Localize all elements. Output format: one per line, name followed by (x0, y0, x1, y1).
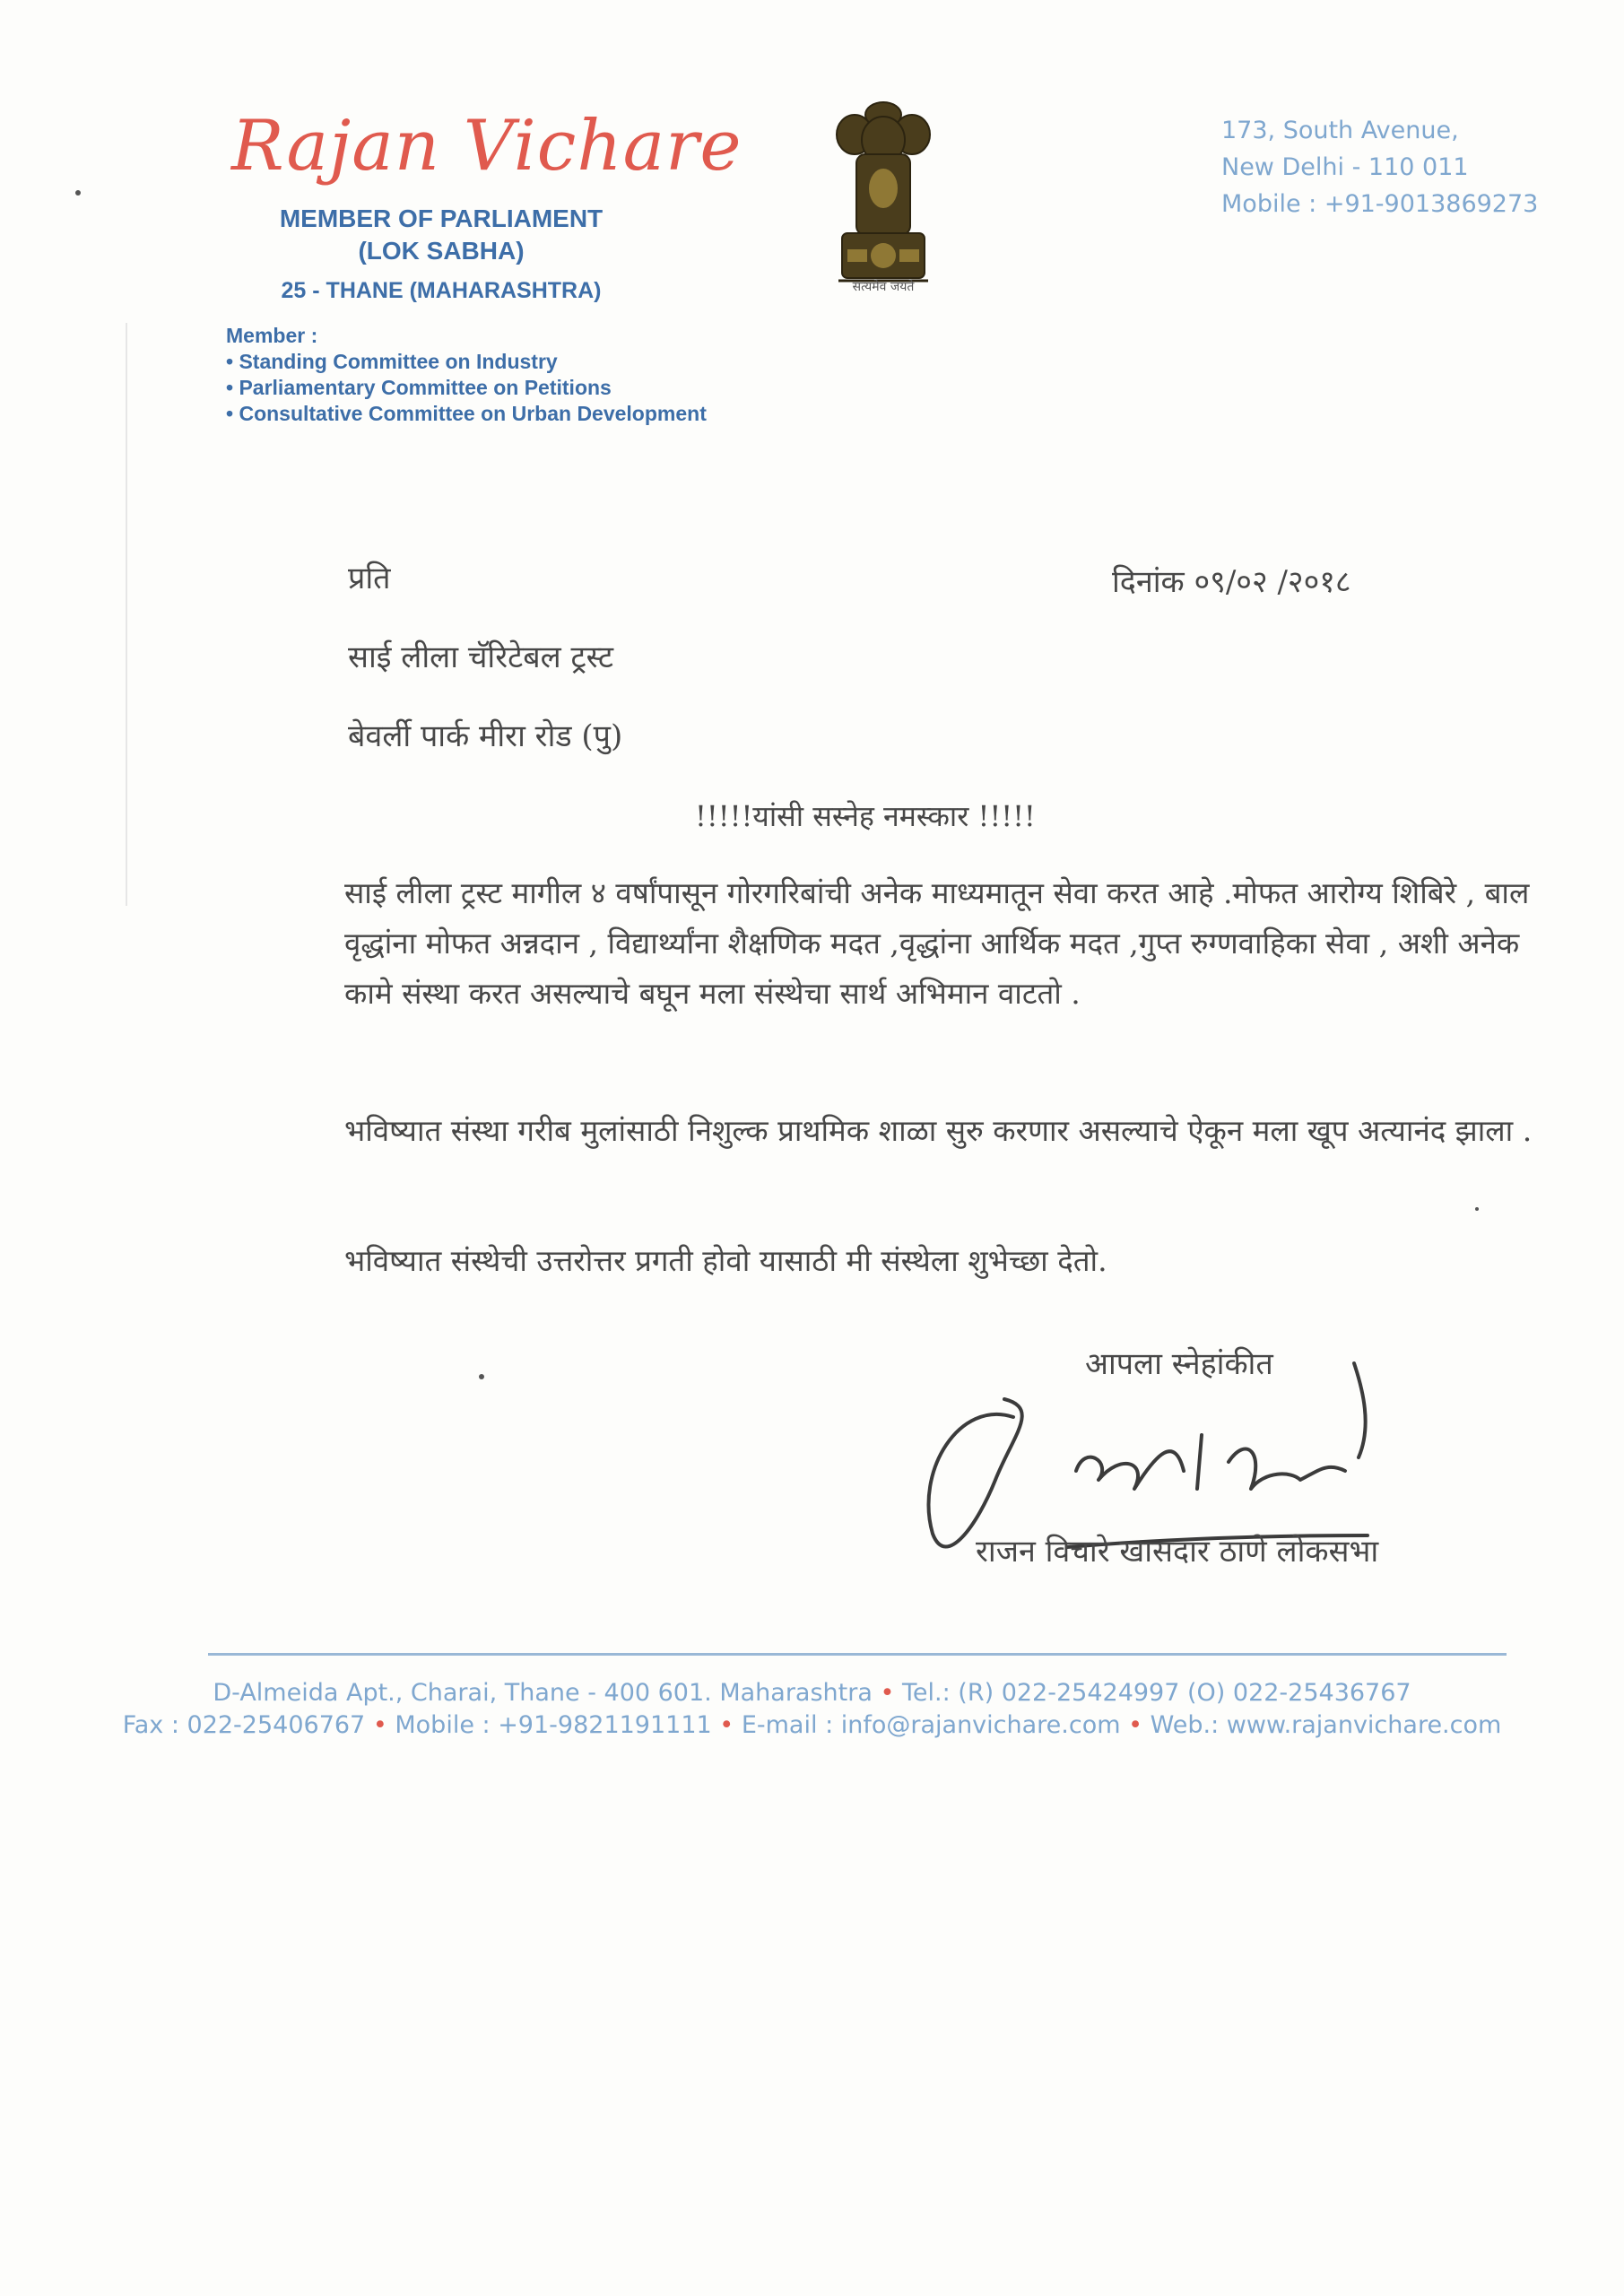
body-paragraph: भविष्यात संस्था गरीब मुलांसाठी निशुल्क प्राथमिक शाळा सुरु करणार असल्याचे ऐकून मला खूप अत्यानंद झाला . (344, 1113, 1533, 1148)
committee-label: Member : (226, 324, 318, 347)
scan-margin-shadow (126, 323, 127, 906)
scan-speck (1475, 1207, 1479, 1211)
footer-address: D-Almeida Apt., Charai, Thane - 400 601. Maharashtra (213, 1679, 873, 1707)
recipient-name: साई लीला चॅरिटेबल ट्रस्ट (348, 639, 614, 675)
address-mobile: Mobile : +91-9013869273 (1221, 190, 1539, 218)
footer-mobile: Mobile : +91-9821191111 (395, 1711, 712, 1739)
committee-item: • Consultative Committee on Urban Development (226, 401, 707, 427)
scan-speck (75, 190, 81, 196)
footer-website: Web.: www.rajanvichare.com (1150, 1711, 1502, 1739)
office-address (1221, 112, 1538, 222)
letter-date: दिनांक ०९/०२ /२०१८ (1112, 564, 1351, 600)
footer-contact-line (0, 1711, 1624, 1739)
body-paragraph: साई लीला ट्रस्ट मागील ४ वर्षांपासून गोरगरिबांची अनेक माध्यमातून सेवा करत आहे .मोफत आरोग्य शिबिरे , बाल वृद्धांना मोफत अन्नदान , विद्यार्थ्यांना शैक्षणिक मदत ,वृद्धांना आर्थिक मदत ,गुप्त रुग्णवाहिका सेवा , अशी अनेक कामे संस्था करत असल्याचे बघून मला संस्थेचा सार्थ अभिमान वाटतो . (344, 875, 1530, 1011)
committee-item: • Standing Committee on Industry (226, 349, 707, 375)
salutation-to: प्रति (348, 561, 391, 596)
greeting: !!!!!यांसी सस्नेह नमस्कार !!!!! (695, 799, 1036, 833)
body-paragraph: भविष्यात संस्थेची उत्तरोत्तर प्रगती होवो यासाठी मी संस्थेला शुभेच्छा देतो. (344, 1243, 1107, 1278)
address-line: New Delhi - 110 011 (1221, 153, 1469, 181)
recipient-address: बेवर्ली पार्क मीरा रोड (पु) (348, 718, 623, 754)
footer-separator: • (372, 1711, 387, 1739)
mp-constituency: 25 - THANE (MAHARASHTRA) (281, 278, 602, 303)
committee-item: • Parliamentary Committee on Petitions (226, 375, 707, 401)
address-line: 173, South Avenue, (1221, 117, 1459, 144)
footer-separator: • (880, 1679, 895, 1707)
mp-title: MEMBER OF PARLIAMENT (279, 204, 604, 232)
committee-list (226, 323, 707, 427)
closing-phrase: आपला स्नेहांकीत (1085, 1346, 1273, 1382)
footer-separator: • (1128, 1711, 1143, 1739)
mp-house: (LOK SABHA) (358, 237, 525, 265)
scan-speck (479, 1374, 484, 1379)
footer-email: E-mail : info@rajanvichare.com (741, 1711, 1121, 1739)
signatory-name: राजन विचारे खासदार ठाणे लोकसभा (976, 1534, 1379, 1570)
footer-address-line (0, 1679, 1624, 1707)
footer-telephone: Tel.: (R) 022-25424997 (O) 022-25436767 (902, 1679, 1411, 1707)
footer-separator: • (719, 1711, 734, 1739)
footer-divider (208, 1653, 1507, 1656)
emblem-motto: सत्यमेव जयते (852, 280, 915, 294)
mp-name-heading: Rajan Vichare (231, 106, 743, 187)
national-emblem-icon (821, 99, 946, 300)
footer-fax: Fax : 022-25406767 (122, 1711, 366, 1739)
